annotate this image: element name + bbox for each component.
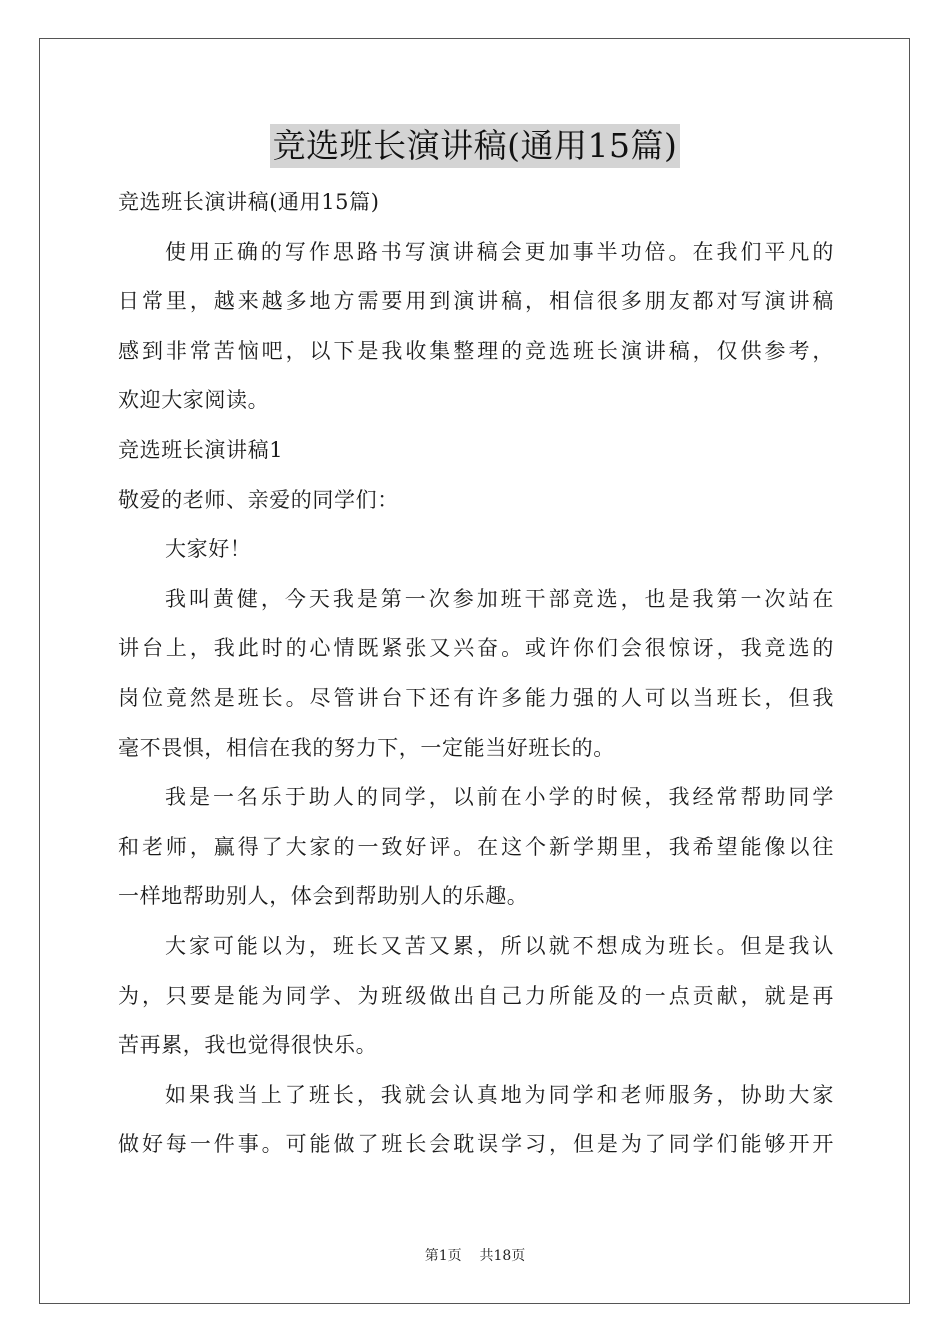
page-footer: [0, 1246, 950, 1266]
body-line: 一样地帮助别人，体会到帮助别人的乐趣。: [118, 884, 529, 909]
body-line: 如果我当上了班长，我就会认真地为同学和老师服务，协助大家: [165, 1082, 834, 1107]
body-line: 毫不畏惧，相信在我的努力下，一定能当好班长的。: [118, 735, 615, 760]
body-line: 讲台上，我此时的心情既紧张又兴奋。或许你们会很惊讶，我竞选的: [118, 636, 834, 661]
body-line: 岗位竟然是班长。尽管讲台下还有许多能力强的人可以当班长，但我: [118, 685, 834, 710]
body-line: 为，只要是能为同学、为班级做出自己力所能及的一点贡献，就是再: [118, 983, 834, 1008]
body-line: 感到非常苦恼吧，以下是我收集整理的竞选班长演讲稿，仅供参考，: [118, 338, 834, 363]
body-line: 大家可能以为，班长又苦又累，所以就不想成为班长。但是我认: [165, 933, 834, 958]
body-line: 日常里，越来越多地方需要用到演讲稿，相信很多朋友都对写演讲稿: [118, 289, 834, 314]
body-line: 使用正确的写作思路书写演讲稿会更加事半功倍。在我们平凡的: [165, 239, 834, 264]
body-line: 敬爱的老师、亲爱的同学们：: [118, 487, 399, 512]
body-line: 我叫黄健，今天我是第一次参加班干部竞选，也是我第一次站在: [165, 586, 834, 611]
body-line: 和老师，赢得了大家的一致好评。在这个新学期里，我希望能像以往: [118, 834, 834, 859]
body-line: 竞选班长演讲稿(通用15篇): [118, 190, 380, 214]
title-container: [0, 124, 950, 168]
document-body: [118, 178, 834, 1170]
footer-spacer: [462, 1248, 480, 1264]
body-line: 我是一名乐于助人的同学，以前在小学的时候，我经常帮助同学: [165, 785, 834, 810]
body-line: 做好每一件事。可能做了班长会耽误学习，但是为了同学们能够开开: [118, 1132, 834, 1157]
document-title: 竞选班长演讲稿(通用15篇): [270, 124, 681, 168]
page-number: 第1页: [424, 1248, 462, 1264]
page-total: 共18页: [479, 1248, 526, 1264]
body-line: 竞选班长演讲稿1: [118, 437, 284, 462]
body-line: 苦再累，我也觉得很快乐。: [118, 1033, 378, 1058]
body-line: 欢迎大家阅读。: [118, 388, 270, 413]
body-line: 大家好！: [165, 537, 252, 562]
